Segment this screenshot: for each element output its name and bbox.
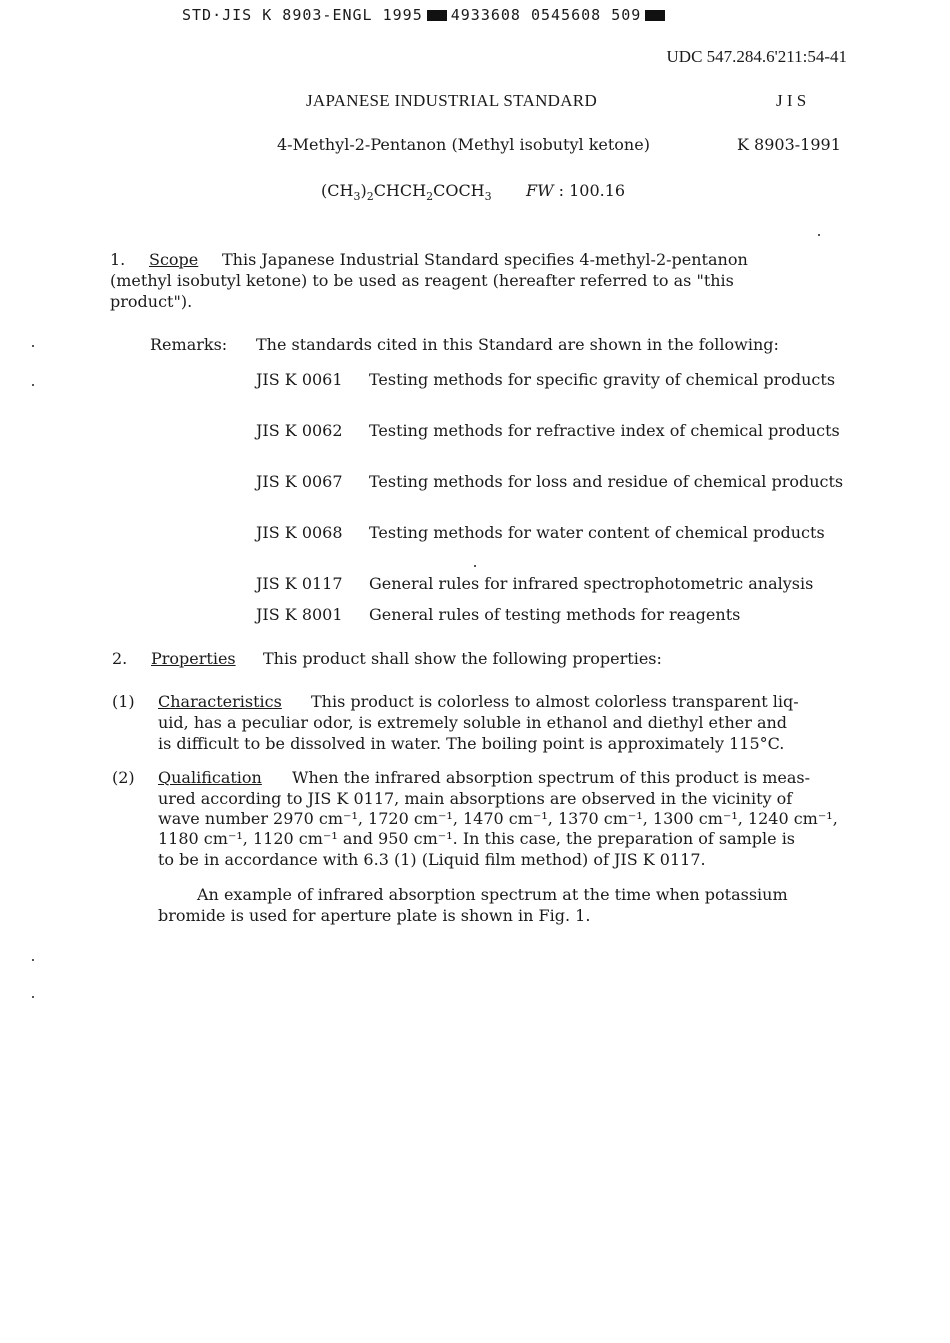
section-1-text-line: product"). bbox=[110, 292, 193, 311]
section-2-text: This product shall show the following properties: bbox=[263, 649, 662, 668]
ref-title: Testing methods for loss and residue of chemical products bbox=[369, 472, 844, 491]
section-2-number: 2. bbox=[112, 649, 128, 668]
formula-subscript: 3 bbox=[353, 190, 361, 204]
item-2-heading: Qualification bbox=[158, 768, 262, 787]
fw-value: : 100.16 bbox=[558, 181, 626, 200]
item-1-text-line: uid, has a peculiar odor, is extremely soluble in ethanol and diethyl ether and bbox=[158, 713, 788, 732]
ref-title: General rules for infrared spectrophotometric analysis bbox=[369, 574, 814, 593]
item-2-text-line: When the infrared absorption spectrum of this product is meas- bbox=[292, 768, 811, 787]
formula-part: (CH bbox=[321, 181, 354, 200]
ref-code: JIS K 0068 bbox=[256, 523, 343, 542]
item-1-number: (1) bbox=[112, 692, 135, 711]
section-1-number: 1. bbox=[110, 250, 126, 269]
item-1-text-line: is difficult to be dissolved in water. The boiling point is approximately 115°C. bbox=[158, 734, 785, 753]
standard-name: JAPANESE INDUSTRIAL STANDARD bbox=[306, 91, 598, 110]
formula-weight bbox=[526, 181, 625, 200]
scan-speck bbox=[818, 234, 820, 236]
ref-code: JIS K 0062 bbox=[256, 421, 343, 440]
ref-code: JIS K 0067 bbox=[256, 472, 343, 491]
remarks-label: Remarks: bbox=[150, 335, 228, 354]
item-2-number: (2) bbox=[112, 768, 135, 787]
redaction-block-icon bbox=[645, 10, 665, 21]
formula-part: CHCH bbox=[373, 181, 427, 200]
item-1-heading: Characteristics bbox=[158, 692, 282, 711]
scan-speck bbox=[32, 384, 34, 386]
ref-code: JIS K 0061 bbox=[256, 370, 343, 389]
item-2-text-line: wave number 2970 cm⁻¹, 1720 cm⁻¹, 1470 cm⁻¹, 1370 cm⁻¹, 1300 cm⁻¹, 1240 cm⁻¹, bbox=[158, 809, 838, 828]
ref-title: Testing methods for refractive index of chemical products bbox=[369, 421, 840, 440]
scan-header-code: 4933608 0545608 509 bbox=[450, 6, 642, 24]
item-2-text-line: to be in accordance with 6.3 (1) (Liquid film method) of JIS K 0117. bbox=[158, 850, 706, 869]
scan-speck bbox=[474, 565, 476, 567]
formula-subscript: 3 bbox=[484, 190, 492, 204]
formula-subscript: 2 bbox=[366, 190, 374, 204]
scan-speck bbox=[32, 345, 34, 347]
remarks-intro: The standards cited in this Standard are shown in the following: bbox=[256, 335, 779, 354]
item-2-text-line: ured according to JIS K 0117, main absorptions are observed in the vicinity of bbox=[158, 789, 793, 808]
scan-speck bbox=[32, 996, 34, 998]
section-1-text-line: This Japanese Industrial Standard specifies 4-methyl-2-pentanon bbox=[222, 250, 748, 269]
section-1-text-line: (methyl isobutyl ketone) to be used as reagent (hereafter referred to as "this bbox=[110, 271, 734, 290]
fw-label: FW bbox=[526, 181, 554, 200]
chemical-formula bbox=[321, 181, 492, 203]
redaction-block-icon bbox=[427, 10, 447, 21]
formula-subscript: 2 bbox=[426, 190, 434, 204]
ref-code: JIS K 8001 bbox=[256, 605, 343, 624]
ref-title: Testing methods for specific gravity of chemical products bbox=[369, 370, 836, 389]
jis-mark: J I S bbox=[776, 91, 807, 110]
ref-code: JIS K 0117 bbox=[256, 574, 343, 593]
item-2-paragraph-line: bromide is used for aperture plate is shown in Fig. 1. bbox=[158, 906, 591, 925]
item-2-text-line: 1180 cm⁻¹, 1120 cm⁻¹ and 950 cm⁻¹. In this case, the preparation of sample is bbox=[158, 829, 796, 848]
udc-code: UDC 547.284.6'211:54-41 bbox=[666, 47, 847, 66]
scan-header bbox=[182, 6, 669, 24]
scan-header-id: STD·JIS K 8903-ENGL 1995 bbox=[182, 6, 423, 24]
ref-title: General rules of testing methods for reagents bbox=[369, 605, 741, 624]
formula-part: COCH bbox=[433, 181, 485, 200]
scan-speck bbox=[32, 959, 34, 961]
item-2-paragraph-line: An example of infrared absorption spectrum at the time when potassium bbox=[197, 885, 788, 904]
formula-part: ) bbox=[360, 181, 367, 200]
product-name: 4-Methyl-2-Pentanon (Methyl isobutyl ketone) bbox=[277, 135, 650, 154]
item-1-text-line: This product is colorless to almost colorless transparent liq- bbox=[311, 692, 799, 711]
section-1-heading: Scope bbox=[149, 250, 199, 269]
standard-number: K 8903-1991 bbox=[737, 135, 841, 154]
section-2-heading: Properties bbox=[151, 649, 236, 668]
ref-title: Testing methods for water content of chemical products bbox=[369, 523, 825, 542]
